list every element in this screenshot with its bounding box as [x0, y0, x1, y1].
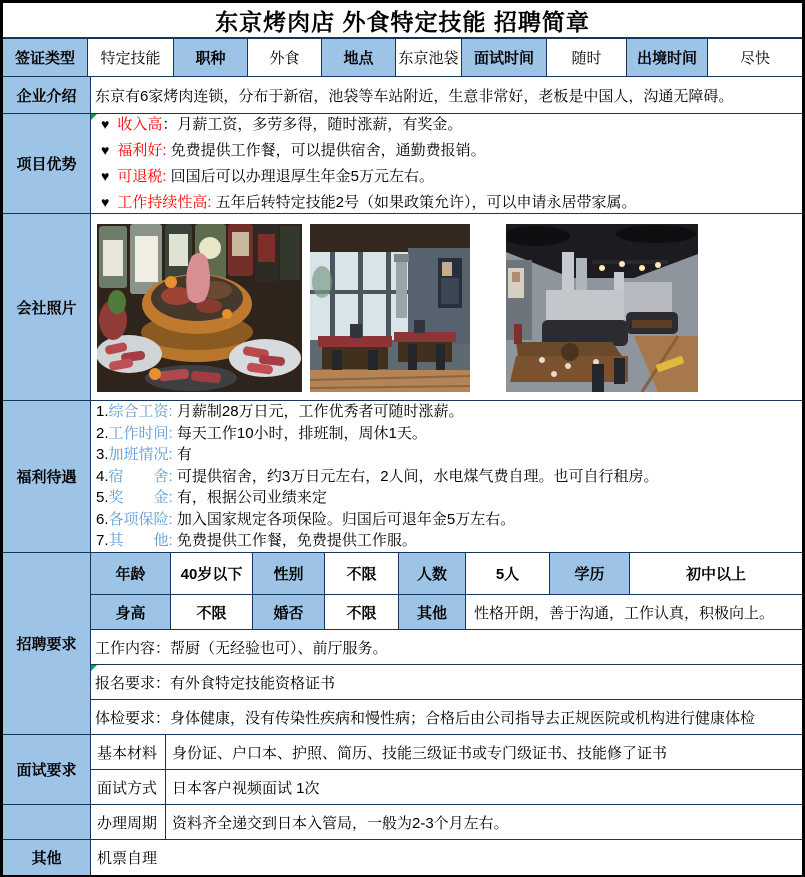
heart-icon: ♥: [101, 168, 110, 184]
benefit-text: 有，根据公司业绩来定: [172, 489, 327, 507]
interview-label-column: [3, 735, 91, 839]
requirements-row: [3, 553, 802, 735]
interview-method-row: [91, 770, 802, 805]
benefit-number: 2.: [96, 424, 109, 442]
cell-flag-corner: [91, 114, 97, 120]
requirements-grid-row-1: [91, 553, 802, 595]
benefits-list: [91, 401, 802, 552]
health-check-line: 体检要求：身体健康，没有传染性疾病和慢性病；合格后由公司指导去正规医院或机构进行健康体检: [95, 710, 756, 727]
advantages-list: [91, 114, 802, 213]
interview-materials-row: [91, 735, 802, 770]
advantage-text: 免费提供工作餐，可以提供宿舍，通勤费报销。: [166, 142, 486, 159]
job-category-value: 外食: [248, 39, 322, 76]
period-key: 办理周期: [91, 805, 166, 840]
requirements-content: [91, 553, 802, 734]
height-value: 不限: [171, 595, 253, 629]
advantage-text: 回国后可以办理退厚生年金5万元左右。: [166, 168, 434, 185]
benefit-text: 每天工作10小时，排班制，周休1天。: [172, 424, 427, 442]
restaurant-photo-yakiniku: [97, 224, 302, 392]
benefits-row: [3, 401, 802, 553]
application-requirement-text: 报名要求：有外食特定技能资格证书: [95, 674, 336, 692]
benefit-text: 免费提供工作餐，免费提供工作服。: [172, 532, 417, 550]
age-value: 40岁以下: [171, 553, 253, 594]
benefit-number: 3.: [96, 446, 109, 464]
advantage-keyword: 可退税:: [117, 168, 167, 185]
company-photos-row: [3, 214, 802, 401]
benefit-item: [96, 530, 802, 552]
education-value: 初中以上: [630, 553, 802, 594]
company-intro-label: 企业介绍: [3, 77, 91, 113]
requirements-grid-row-2: [91, 595, 802, 630]
interview-row: [3, 735, 802, 840]
benefit-number: 1.: [96, 403, 109, 421]
other-req-header: 其他: [399, 595, 466, 629]
headcount-header: 人数: [399, 553, 466, 594]
marital-value: 不限: [325, 595, 399, 629]
requirements-label: 招聘要求: [3, 553, 91, 734]
job-category-header: 职种: [174, 39, 248, 76]
benefit-item: [96, 401, 802, 423]
advantage-text: 五年后转特定技能2号（如果政策允许），可以申请永居带家属。: [211, 194, 637, 211]
interview-label-empty-cell: [3, 805, 90, 839]
marital-header: 婚否: [253, 595, 325, 629]
materials-value: 身份证、户口本、护照、简历、技能三级证书或专门级证书、技能修了证书: [172, 744, 668, 762]
advantage-keyword: 福利好:: [117, 142, 167, 159]
interview-time-header: 面试时间: [462, 39, 547, 76]
benefit-keyword: 宿 舍:: [108, 467, 173, 485]
age-header: 年龄: [91, 553, 171, 594]
gender-value: 不限: [325, 553, 399, 594]
other-label: 其他: [3, 840, 91, 875]
interview-time-value: 随时: [547, 39, 627, 76]
restaurant-photo-booths: [506, 224, 698, 392]
benefit-number: 5.: [96, 489, 109, 507]
work-content-line: 工作内容：帮厨（无经验也可）、前厅服务。: [91, 630, 802, 665]
height-header: 身高: [91, 595, 171, 629]
benefit-number: 7.: [96, 532, 109, 550]
advantage-item: [101, 113, 802, 136]
visa-type-header: 签证类型: [3, 39, 88, 76]
benefit-item: [96, 509, 802, 531]
company-photos-strip: [91, 214, 802, 400]
education-header: 学历: [550, 553, 630, 594]
interview-label: 面试要求: [3, 735, 90, 805]
benefit-text: 加入国家规定各项保险。归国后可退年金5万左右。: [172, 510, 516, 528]
advantage-keyword: 收入高: [117, 116, 163, 133]
other-req-value: 性格开朗，善于沟通，工作认真，积极向上。: [466, 595, 802, 629]
advantage-item: [101, 139, 802, 162]
period-value: 资料齐全递交到日本入管局，一般为2-3个月左右。: [172, 815, 509, 832]
advantage-item: [101, 165, 802, 188]
advantage-item: [101, 191, 802, 214]
benefit-item: [96, 487, 802, 509]
benefit-text: 有: [172, 446, 192, 464]
benefits-label: 福利待遇: [3, 401, 91, 552]
company-photos-label: 会社照片: [3, 214, 91, 400]
advantages-row: [3, 114, 802, 214]
application-requirement-line: [91, 665, 802, 700]
benefit-keyword: 工作时间:: [108, 424, 173, 442]
heart-icon: ♥: [101, 116, 110, 132]
advantages-label: 项目优势: [3, 114, 91, 213]
interview-content: [91, 735, 802, 839]
method-key: 面试方式: [91, 770, 166, 804]
benefit-text: 可提供宿舍，约3万日元左右，2人间，水电煤气费自理。也可自行租房。: [172, 467, 659, 485]
visa-info-row: [3, 39, 802, 77]
advantage-text: ：月薪工资，多劳多得，随时涨薪，有奖金。: [162, 116, 463, 133]
departure-time-header: 出境时间: [627, 39, 708, 76]
gender-header: 性别: [253, 553, 325, 594]
heart-icon: ♥: [101, 142, 110, 158]
other-value: 机票自理: [91, 840, 802, 875]
heart-icon: ♥: [101, 194, 110, 210]
page-title: 东京烤肉店 外食特定技能 招聘简章: [3, 3, 802, 39]
benefit-keyword: 加班情况:: [108, 446, 173, 464]
advantage-keyword: 工作持续性高:: [117, 194, 212, 211]
departure-time-value: 尽快: [708, 39, 802, 76]
benefit-number: 6.: [96, 510, 109, 528]
materials-key: 基本材料: [91, 735, 166, 769]
location-header: 地点: [322, 39, 396, 76]
other-row: [3, 840, 802, 875]
location-value: 东京池袋: [396, 39, 462, 76]
benefit-item: [96, 423, 802, 445]
benefit-keyword: 奖 金:: [108, 489, 173, 507]
cell-flag-corner: [91, 665, 97, 671]
headcount-value: 5人: [466, 553, 550, 594]
restaurant-photo-window-tables: [310, 224, 470, 392]
benefit-text: 月薪制28万日元，工作优秀者可随时涨薪。: [172, 403, 464, 421]
benefit-keyword: 其 他:: [108, 532, 173, 550]
benefit-item: [96, 444, 802, 466]
benefit-number: 4.: [96, 467, 109, 485]
method-value: 日本客户视频面试 1次: [172, 779, 320, 797]
processing-period-row: [91, 805, 802, 840]
visa-type-value: 特定技能: [88, 39, 174, 76]
benefit-item: [96, 466, 802, 488]
company-intro-text: 东京有6家烤肉连锁，分布于新宿，池袋等车站附近，生意非常好，老板是中国人，沟通无障碍。: [91, 77, 802, 113]
benefit-keyword: 综合工资:: [108, 403, 173, 421]
benefit-keyword: 各项保险:: [108, 510, 173, 528]
company-intro-row: [3, 77, 802, 114]
